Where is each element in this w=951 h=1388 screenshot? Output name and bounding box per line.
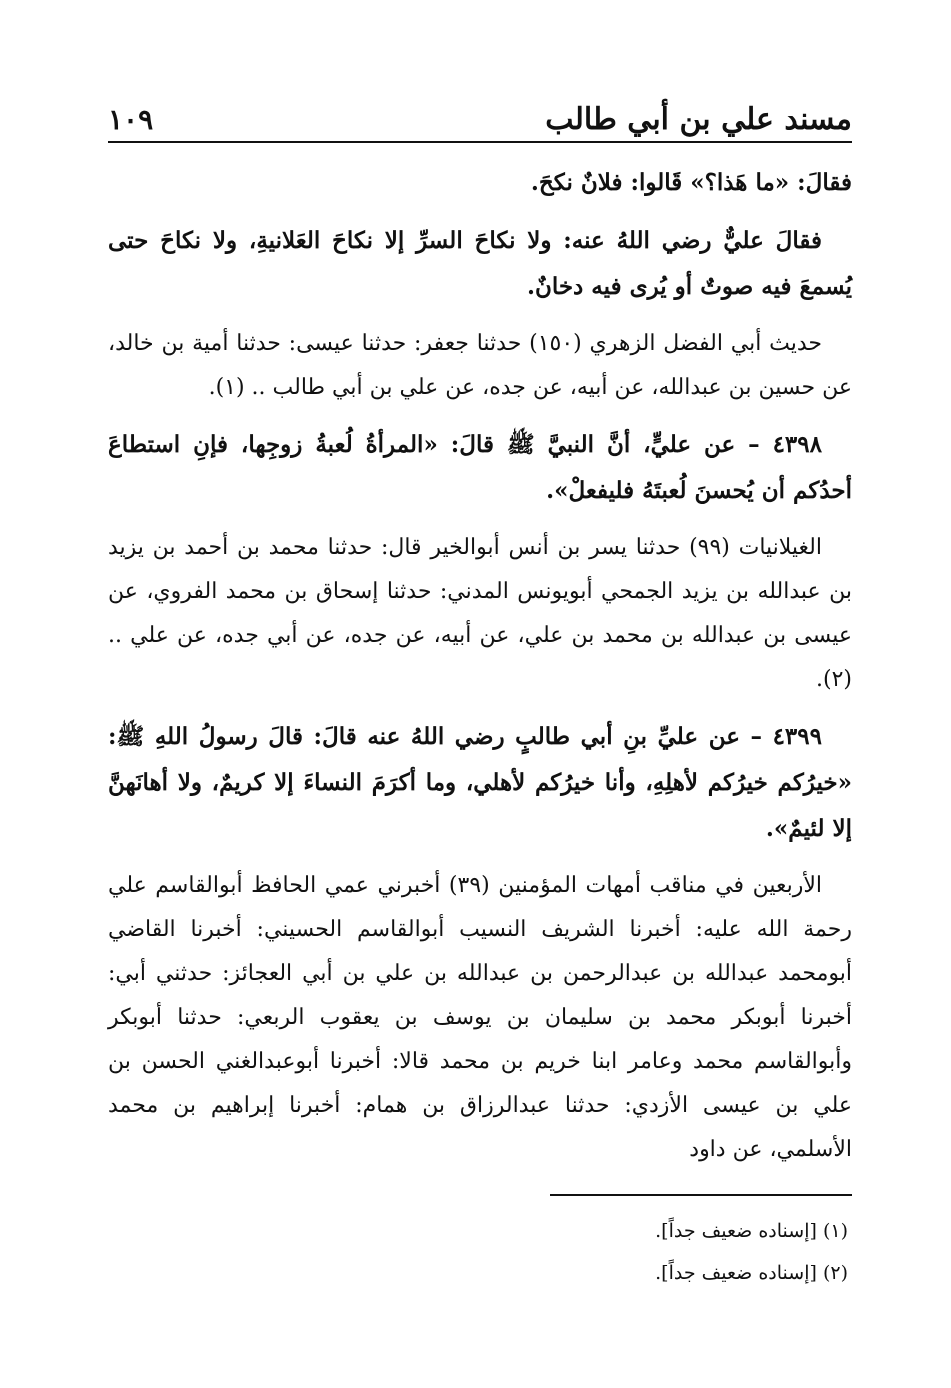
footnote: (١) [إسناده ضعيف جداً]. [655, 1220, 848, 1242]
footnote: (٢) [إسناده ضعيف جداً]. [655, 1262, 848, 1284]
page-header [108, 96, 852, 140]
running-title: مسند علي بن أبي طالب [545, 102, 852, 137]
paragraph: الغيلانيات (٩٩) حدثنا يسر بن أنس أبوالخير قال: حدثنا محمد بن أحمد بن يزيد بن عبدالله بن يزيد الجمحي أبويونس المدني: حدثنا إسحاق بن محمد الفروي، عن عيسى بن عبدالله بن محمد بن علي، عن أبيه، عن جده، عن أبي جده، عن علي .. (٢). [108, 535, 852, 692]
body-text [108, 160, 852, 1172]
header-rule [108, 141, 852, 143]
hadith-paragraph: ٤٣٩٨ – عن عليٍّ، أنَّ النبيَّ ﷺ قالَ: «المرأةُ لُعبةُ زوجِها، فإنِ استطاعَ أحدُكم أن يُحسنَ لُعبتَهُ فليفعلْ». [108, 431, 852, 504]
paragraph: الأربعين في مناقب أمهات المؤمنين (٣٩) أخبرني عمي الحافظ أبوالقاسم علي رحمة الله عليه: أخبرنا الشريف النسيب أبوالقاسم الحسيني: أخبرنا القاضي أبومحمد عبدالله بن عبدالرحمن بن عبدالله بن علي بن أبي العجائز: حدثني أبي: أخبرنا أبوبكر محمد بن سليمان بن يوسف بن يعقوب الربعي: حدثنا أبوبكر وأبوالقاسم محمد وعامر ابنا خريم بن محمد قالا: أخبرنا أبوعبدالغني الحسن بن علي بن عيسى الأزدي: حدثنا عبدالرزاق بن همام: أخبرنا إبراهيم بن محمد الأسلمي، عن داود [108, 873, 852, 1162]
footnote-rule [550, 1194, 852, 1196]
hadith-paragraph: ٤٣٩٩ – عن عليِّ بنِ أبي طالبٍ رضي اللهُ عنه قالَ: قالَ رسولُ اللهِ ﷺ: «خيرُكم خيرُكم لأهلِهِ، وأنا خيرُكم لأهلي، وما أكرَمَ النساءَ إلا كريمٌ، ولا أهانَهنَّ إلا لئيمٌ». [108, 723, 852, 842]
page-number: ١٠٩ [108, 103, 154, 136]
footnotes [400, 1210, 852, 1294]
paragraph: فقالَ: «ما هَذا؟» قَالوا: فلانٌ نكحَ. [530, 169, 852, 196]
paragraph: فقالَ عليٌّ رضي اللهُ عنه: ولا نكاحَ السرِّ إلا نكاحَ العَلانيةِ، ولا نكاحَ حتى يُسمعَ فيه صوتٌ أو يُرى فيه دخانٌ. [108, 227, 852, 300]
paragraph: حديث أبي الفضل الزهري (١٥٠) حدثنا جعفر: حدثنا عيسى: حدثنا أمية بن خالد، عن حسين بن عبدالله، عن أبيه، عن جده، عن علي بن أبي طالب .. (١). [108, 331, 852, 400]
